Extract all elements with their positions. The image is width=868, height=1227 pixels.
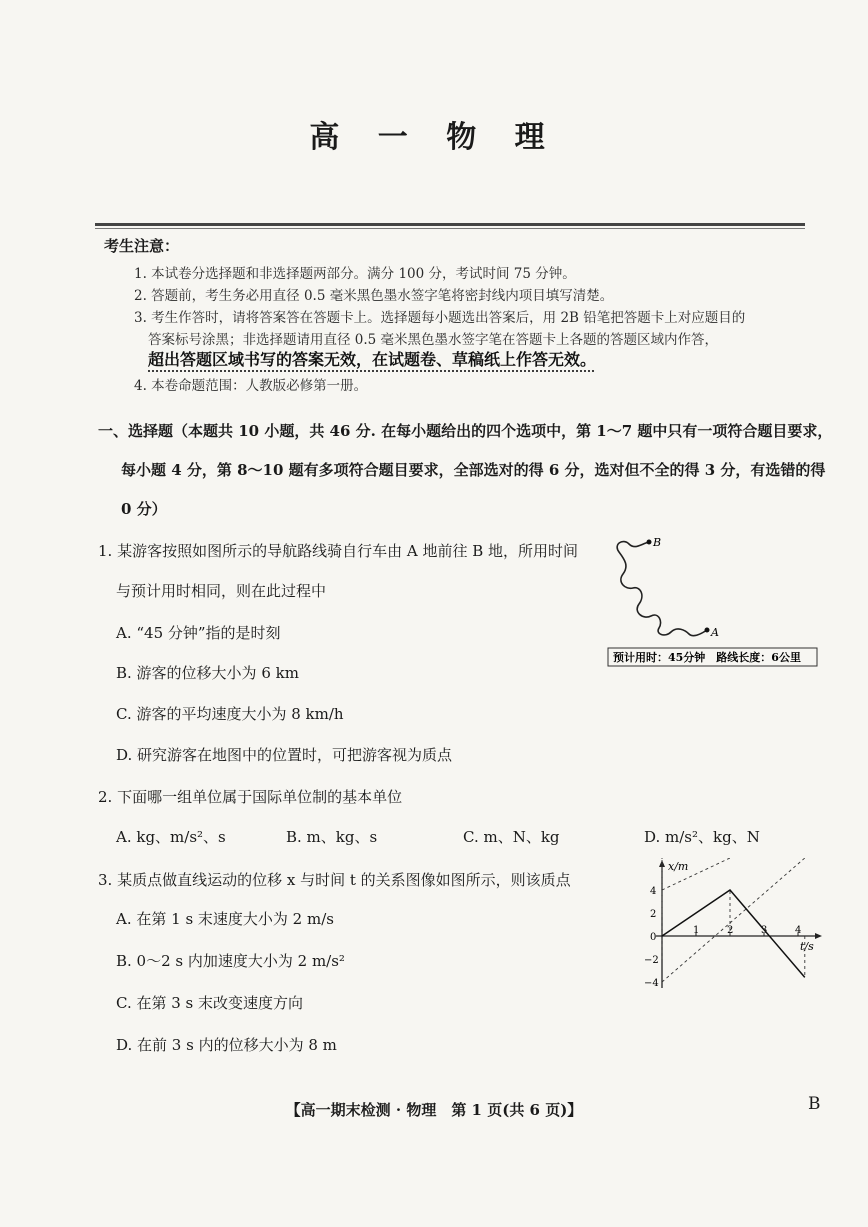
q2-option-d: D. m/s²、kg、N [644,828,760,846]
section-heading: 一、选择题（本题共 10 小题，共 46 分. 在每小题给出的四个选项中，第 1～7 题中只有一项符合题目要求， [98,422,833,440]
q3-stem: 3. 某质点做直线运动的位移 x 与时间 t 的关系图像如图所示，则该质点 [98,871,571,889]
q2-option-a: A. kg、m/s²、s [116,828,226,846]
q1-option-c: C. 游客的平均速度大小为 8 km/h [116,705,344,723]
origin-label: 0 [650,932,657,943]
y-tick-label: 4 [650,886,657,897]
q2-stem: 2. 下面哪一组单位属于国际单位制的基本单位 [98,788,403,806]
page-footer: 【高一期末检测 · 物理 第 1 页(共 6 页)】 [285,1101,583,1119]
xt-line [662,890,805,977]
notice-item: 2. 答题前，考生务必用直径 0.5 毫米黑色墨水签字笔将密封线内项目填写清楚。 [134,288,614,304]
y-axis-label: x/m [668,860,689,873]
y-tick-label: 2 [650,909,657,920]
x-tick-label: 4 [795,925,802,936]
q3-xt-graph [640,858,830,998]
route-caption: 预计用时：45分钟 路线长度：6公里 [613,651,801,664]
q1-option-b: B. 游客的位移大小为 6 km [116,664,299,682]
route-path [617,542,707,636]
point-b [647,540,652,545]
point-a [705,628,710,633]
x-tick-label: 1 [693,925,700,936]
notice-item: 4. 本卷命题范围：人教版必修第一册。 [134,378,368,394]
notice-item: 1. 本试卷分选择题和非选择题两部分。满分 100 分，考试时间 75 分钟。 [134,266,576,282]
x-axis-label: t/s [800,940,814,953]
version-mark: B [808,1094,821,1114]
page-title: 高 一 物 理 [309,120,559,155]
q2-option-c: C. m、N、kg [463,828,560,846]
notice-item: 3. 考生作答时，请将答案答在答题卡上。选择题每小题选出答案后，用 2B 铅笔把答题卡上对应题目的 [134,310,746,326]
x-tick-label: 3 [761,925,768,936]
section-heading-cont: 0 分） [121,500,167,518]
q1-stem: 1. 某游客按照如图所示的导航路线骑自行车由 A 地前往 B 地，所用时间 [98,542,579,560]
q2-option-b: B. m、kg、s [286,828,378,846]
q3-option-c: C. 在第 3 s 末改变速度方向 [116,994,304,1012]
header-rule [95,223,805,226]
y-guide-line [662,858,805,982]
q3-option-b: B. 0～2 s 内加速度大小为 2 m/s² [116,952,345,970]
q1-stem-cont: 与预计用时相同，则在此过程中 [116,582,327,600]
notice-emphasis: 超出答题区域书写的答案无效，在试题卷、草稿纸上作答无效。 [148,350,597,369]
q1-option-a: A. “45 分钟”指的是时刻 [116,624,281,642]
q3-option-a: A. 在第 1 s 末速度大小为 2 m/s [116,910,334,928]
point-a-label: A [711,626,719,639]
y-tick-label: −2 [644,955,659,966]
q1-route-figure [605,530,820,670]
q1-option-d: D. 研究游客在地图中的位置时，可把游客视为质点 [116,746,453,764]
q3-option-d: D. 在前 3 s 内的位移大小为 8 m [116,1036,337,1054]
notice-heading: 考生注意： [104,237,180,255]
point-b-label: B [653,536,662,549]
header-rule-thin [95,228,805,229]
x-tick-label: 2 [727,925,734,936]
section-heading-cont: 每小题 4 分，第 8～10 题有多项符合题目要求，全部选对的得 6 分，选对但不全的得 3 分，有选错的得 [121,461,826,479]
y-tick-label: −4 [644,978,659,989]
notice-item: 答案标号涂黑；非选择题请用直径 0.5 毫米黑色墨水签字笔在答题卡上各题的答题区域内作答， [148,332,719,348]
